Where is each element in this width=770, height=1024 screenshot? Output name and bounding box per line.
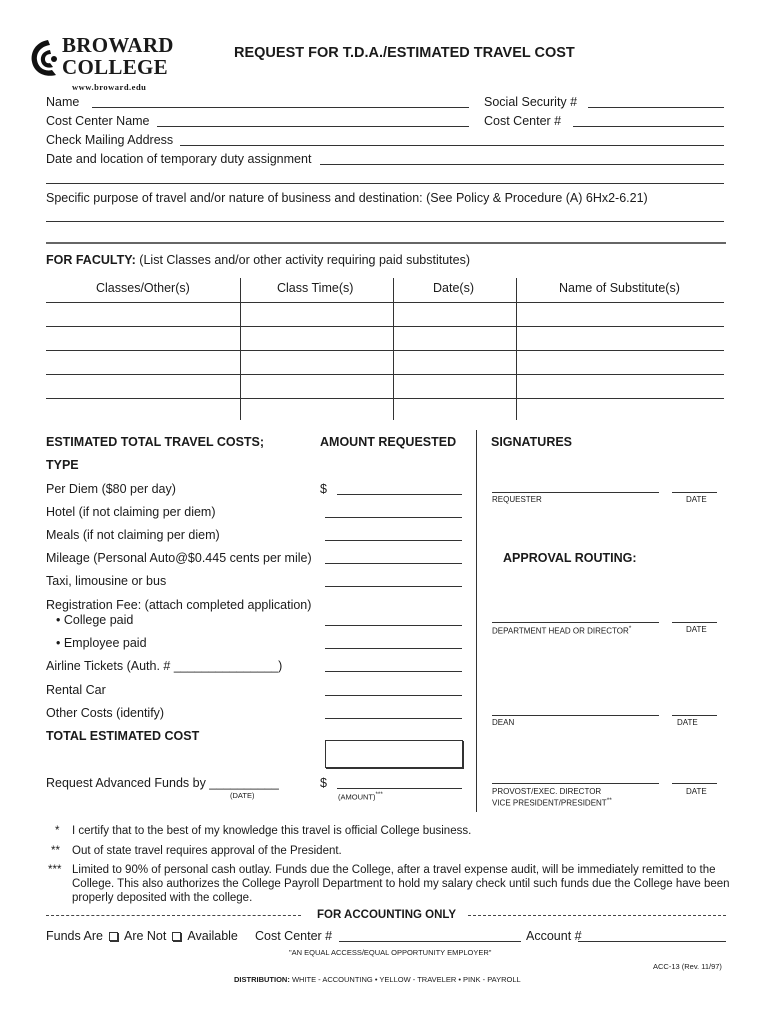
requester-date-field[interactable] xyxy=(672,492,717,493)
per-diem-amount-field[interactable] xyxy=(337,494,462,495)
vp-caption xyxy=(492,797,612,808)
name-label: Name xyxy=(46,95,80,109)
registration-label: Registration Fee: (attach completed application) xyxy=(46,598,312,612)
note-3-line-1: Limited to 90% of personal cash outlay. Funds due the College, after a travel expense audit, will be immediately remitted to the xyxy=(72,864,716,876)
ssn-field[interactable] xyxy=(588,107,724,108)
amount-heading: AMOUNT REQUESTED xyxy=(320,435,457,449)
rental-amount-field[interactable] xyxy=(325,695,462,696)
dean-date-caption: DATE xyxy=(677,718,698,727)
airline-label: Airline Tickets (Auth. # _______________) xyxy=(46,659,283,673)
other-costs-label: Other Costs (identify) xyxy=(46,706,165,720)
name-field[interactable] xyxy=(92,107,469,108)
accounting-account-field[interactable] xyxy=(578,941,726,942)
taxi-label: Taxi, limousine or bus xyxy=(46,574,167,588)
funds-are-checkbox[interactable] xyxy=(109,932,118,941)
accounting-dash-left xyxy=(46,915,301,916)
note-2-mark: ** xyxy=(51,845,60,857)
dollar-sign: $ xyxy=(320,482,327,496)
are-not-label: Are Not xyxy=(123,929,167,943)
purpose-label: Specific purpose of travel and/or nature of business and destination: (See Policy & Procedure (A) 6Hx2-6.21) xyxy=(46,191,648,205)
requester-date-caption: DATE xyxy=(686,495,707,504)
purpose-field[interactable] xyxy=(46,221,724,222)
form-title: REQUEST FOR T.D.A./ESTIMATED TRAVEL COST xyxy=(234,45,575,61)
dollar-sign-2: $ xyxy=(320,776,327,790)
rental-label: Rental Car xyxy=(46,683,106,697)
cost-center-name-field[interactable] xyxy=(157,126,469,127)
dept-head-signature-field[interactable] xyxy=(492,622,659,623)
logo-url: www.broward.edu xyxy=(72,82,147,92)
total-label: TOTAL ESTIMATED COST xyxy=(46,729,200,743)
date-caption: (DATE) xyxy=(230,791,255,800)
accounting-cost-center-label: Cost Center # xyxy=(255,929,333,943)
total-amount-box[interactable] xyxy=(325,740,463,768)
distribution-text: WHITE - ACCOUNTING • YELLOW - TRAVELER • PINK - PAYROLL xyxy=(291,975,521,984)
faculty-row[interactable] xyxy=(46,398,724,399)
provost-date-field[interactable] xyxy=(672,783,717,784)
provost-signature-field[interactable] xyxy=(492,783,659,784)
funds-row xyxy=(46,929,238,943)
accounting-cost-center-field[interactable] xyxy=(339,941,521,942)
funds-are-label: Funds Are xyxy=(46,929,103,943)
dean-caption: DEAN xyxy=(492,718,515,727)
amount-caption-mark: *** xyxy=(375,791,383,798)
provost-date-caption: DATE xyxy=(686,787,707,796)
requester-caption: REQUESTER xyxy=(492,495,542,504)
ssn-label: Social Security # xyxy=(484,95,578,109)
date-location-label: Date and location of temporary duty assignment xyxy=(46,152,312,166)
note-1-mark: * xyxy=(55,825,60,837)
meals-label: Meals (if not claiming per diem) xyxy=(46,528,220,542)
employee-paid-label: • Employee paid xyxy=(56,636,147,650)
note-3-line-2: College. This also authorizes the College Payroll Department to hold my salary check until such funds due the College have been xyxy=(72,878,730,890)
dept-head-date-caption: DATE xyxy=(686,625,707,634)
hotel-label: Hotel (if not claiming per diem) xyxy=(46,505,216,519)
cost-center-no-label: Cost Center # xyxy=(484,114,562,128)
requester-signature-field[interactable] xyxy=(492,492,659,493)
provost-caption: PROVOST/EXEC. DIRECTOR xyxy=(492,787,602,796)
approval-routing-heading: APPROVAL ROUTING: xyxy=(503,551,637,565)
vp-mark: ** xyxy=(606,797,612,804)
advanced-funds-label: Request Advanced Funds by __________ xyxy=(46,776,279,790)
dept-head-caption xyxy=(492,625,631,636)
note-1: I certify that to the best of my knowledge this travel is official College business. xyxy=(72,825,472,837)
advanced-amount-field[interactable] xyxy=(337,788,462,789)
col-class-times: Class Time(s) xyxy=(277,281,354,295)
dean-signature-field[interactable] xyxy=(492,715,659,716)
equal-opportunity: "AN EQUAL ACCESS/EQUAL OPPORTUNITY EMPLOYER" xyxy=(289,948,492,957)
distribution-label: DISTRIBUTION: xyxy=(234,975,290,984)
dept-head-mark: * xyxy=(628,625,632,632)
available-label: Available xyxy=(187,929,238,943)
accounting-account-label: Account # xyxy=(526,929,582,943)
costs-heading: ESTIMATED TOTAL TRAVEL COSTS; xyxy=(46,435,265,449)
other-amount-field[interactable] xyxy=(325,718,462,719)
vp-caption-text: VICE PRESIDENT/PRESIDENT xyxy=(492,798,607,808)
per-diem-label: Per Diem ($80 per day) xyxy=(46,482,176,496)
college-paid-label: • College paid xyxy=(56,613,134,627)
dept-head-date-field[interactable] xyxy=(672,622,717,623)
col-dates: Date(s) xyxy=(433,281,474,295)
check-mailing-label: Check Mailing Address xyxy=(46,133,174,147)
faculty-heading-label: FOR FACULTY: xyxy=(46,253,136,267)
logo-text-college: COLLEGE xyxy=(62,55,168,79)
airline-amount-field[interactable] xyxy=(325,671,462,672)
amount-caption-text: (AMOUNT) xyxy=(338,792,376,802)
mileage-amount-field[interactable] xyxy=(325,563,462,564)
col-substitutes: Name of Substitute(s) xyxy=(559,281,680,295)
faculty-row[interactable] xyxy=(46,326,724,327)
meals-amount-field[interactable] xyxy=(325,540,462,541)
faculty-heading xyxy=(46,253,470,267)
college-paid-amount-field[interactable] xyxy=(325,625,462,626)
employee-paid-amount-field[interactable] xyxy=(325,648,462,649)
note-3-line-3: properly deposited with the college. xyxy=(72,892,253,904)
accounting-dash-right xyxy=(468,915,726,916)
signature-divider xyxy=(476,430,477,812)
form-revision: ACC-13 (Rev. 11/97) xyxy=(653,962,722,971)
faculty-row[interactable] xyxy=(46,350,724,351)
note-2: Out of state travel requires approval of the President. xyxy=(72,845,342,857)
college-logo-icon xyxy=(28,38,62,78)
mileage-label: Mileage (Personal Auto@$0.445 cents per mile) xyxy=(46,551,312,565)
logo-text-broward: BROWARD xyxy=(62,33,174,57)
dean-date-field[interactable] xyxy=(672,715,717,716)
hotel-amount-field[interactable] xyxy=(325,517,462,518)
date-location-field[interactable] xyxy=(320,164,724,165)
cost-center-name-label: Cost Center Name xyxy=(46,114,150,128)
col-classes: Classes/Other(s) xyxy=(96,281,190,295)
note-3-mark: *** xyxy=(48,864,62,876)
amount-caption xyxy=(338,791,383,802)
faculty-row[interactable] xyxy=(46,302,724,303)
are-not-checkbox[interactable] xyxy=(172,932,181,941)
dept-head-caption-text: DEPARTMENT HEAD OR DIRECTOR xyxy=(492,626,629,636)
taxi-amount-field[interactable] xyxy=(325,586,462,587)
faculty-note: (List Classes and/or other activity requiring paid substitutes) xyxy=(139,253,471,267)
faculty-row[interactable] xyxy=(46,374,724,375)
distribution xyxy=(234,975,521,984)
check-mailing-field[interactable] xyxy=(180,145,724,146)
section-divider xyxy=(46,242,726,244)
signatures-heading: SIGNATURES xyxy=(491,435,573,449)
type-heading: TYPE xyxy=(46,458,79,472)
accounting-heading: FOR ACCOUNTING ONLY xyxy=(317,909,457,921)
date-location-field-2[interactable] xyxy=(46,183,724,184)
cost-center-no-field[interactable] xyxy=(573,126,724,127)
